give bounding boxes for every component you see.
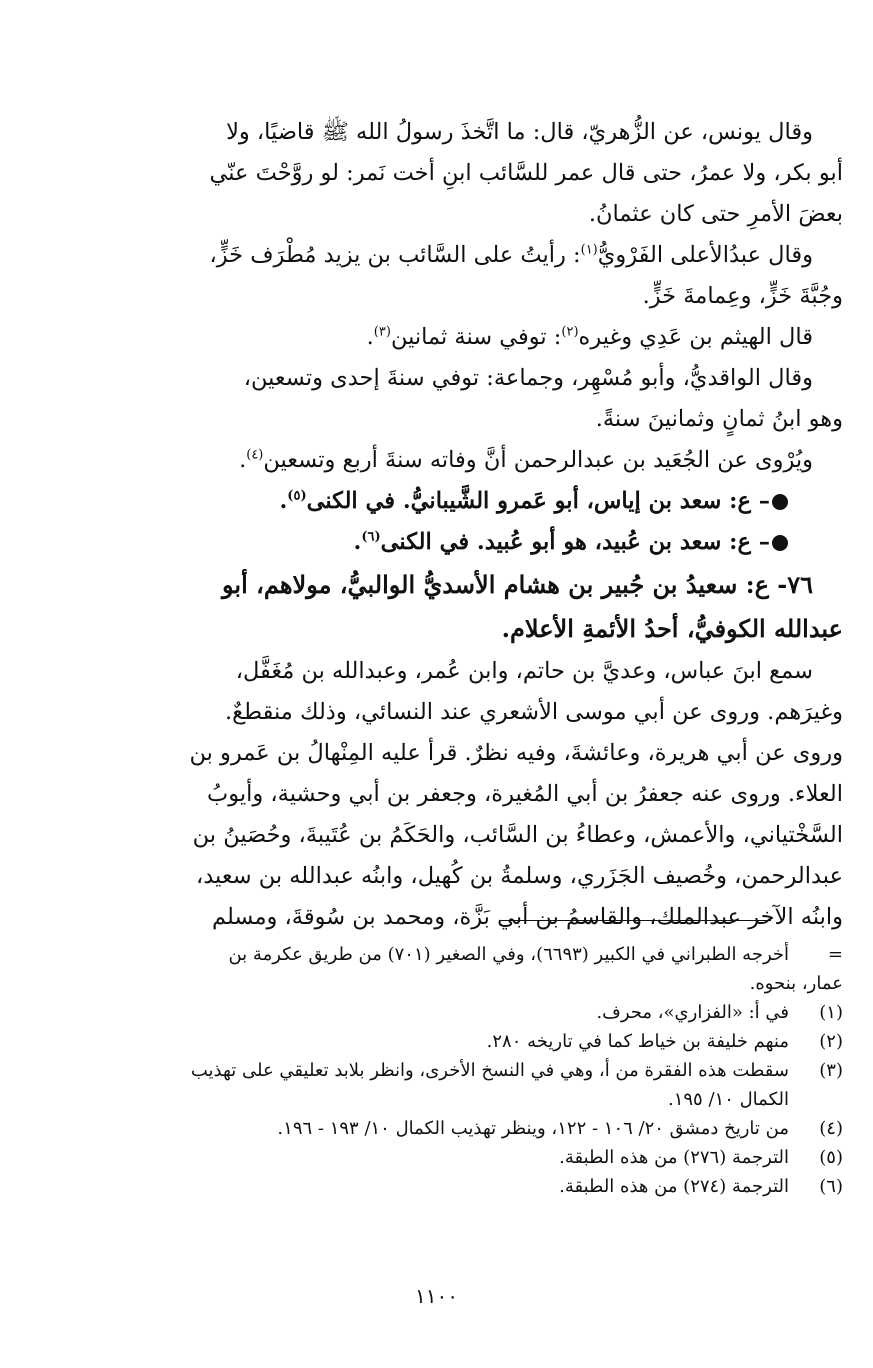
line-text: وقال يونس، عن الزُّهريّ، قال: ما اتَّخذَ رسولُ الله ﷺ قاضيًا، ولا [226,119,813,145]
footnote-separator [501,920,771,921]
line-text: ويُرْوى عن الجُعَيد بن عبدالرحمن أنَّ وفاته سنةَ أربع وتسعين [263,447,813,473]
narrative-lines [20,112,843,481]
cross-reference: – ع: سعد بن عُبيد، هو أبو عُبيد. في الكنى$^{(٦)}$. [20,522,843,563]
footnote-body [30,1143,789,1172]
line-text: وجُبَّةَ خَزٍّ، وعِمامةَ خَزٍّ. [642,283,843,309]
text-line: وابنُه الآخر عبدالملك، والقاسمُ بن أبي بَزَّة، ومحمد بن سُوقةَ، ومسلم [211,904,843,930]
line-text: وقال الواقديُّ، وأبو مُسْهِر، وجماعة: توفي سنةَ إحدى وتسعين، [243,365,813,391]
cross-reference-list [20,481,843,563]
footnote [30,1027,843,1056]
footnote-ref: (٥) [287,488,307,504]
footnote-body [30,1172,789,1201]
text-line: وروى عن أبي هريرة، وعائشةَ، وفيه نظرٌ. قرأ عليه المِنْهالُ بن عَمرو بن [189,740,843,766]
text-line: سمع ابنَ عباس، وعديَّ بن حاتم، وابن عُمر، وعبدالله بن مُغَفَّل، [235,658,813,684]
footnotes [30,940,843,1201]
footnote-body [30,1114,789,1143]
footnote-body [30,1027,789,1056]
bullet-dot-icon [772,494,788,510]
footnote-number: (٤) [819,1118,843,1139]
cross-reference: – ع: سعد بن إياس، أبو عَمرو الشَّيبانيُّ. في الكنى$^{(٥)}$. [20,481,843,522]
footnote-ref: (٤) [246,447,264,463]
footnote-line: عمار، بنحوه. [749,973,843,994]
text-line [20,276,843,317]
footnote-line: في أ: «الفزاري»، محرف. [596,1002,789,1023]
footnote-list [30,998,843,1201]
text-line [20,317,843,358]
text-line [20,153,843,194]
footnote [30,1056,843,1114]
footnote [30,1172,843,1201]
line-text: بعضَ الأمرِ حتى كان عثمانُ. [588,201,843,227]
footnote-body [30,998,789,1027]
footnote-line: منهم خليفة بن خياط كما في تاريخه ٢٨٠. [486,1031,789,1052]
text-line [20,112,843,153]
footnote-ref: (٦) [361,529,381,545]
footnote-number: (٥) [819,1147,843,1168]
text-line [20,399,843,440]
entry-heading-line: عبدالله الكوفيُّ، أحدُ الأئمةِ الأعلام. [501,614,843,643]
line-text: . [239,447,247,473]
text-line: السَّخْتياني، والأعمش، وعطاءُ بن السَّائب، والحَكَمُ بن عُتَيبةَ، وحُصَينُ بن [192,822,843,848]
continuation-text [30,940,843,998]
footnote-number: (٦) [819,1176,843,1197]
footnote-line: الكمال ١٠/ ١٩٥. [667,1089,789,1110]
footnote-number: (٣) [819,1060,843,1081]
line-text: وقال عبدُالأعلى الفَرْويُّ [597,242,813,268]
page-number: ١١٠٠ [415,1284,458,1308]
line-text: قال الهيثم بن عَدِي وغيره [578,324,813,350]
footnote-line: من تاريخ دمشق ٢٠/ ١٠٦ - ١٢٢، وينظر تهذيب الكمال ١٠/ ١٩٣ - ١٩٦. [277,1118,789,1139]
line-text: أبو بكر، ولا عمرُ، حتى قال عمر للسَّائب ابنِ أخت نَمر: لو روَّحْتَ عنّي [209,160,843,186]
footnote [30,1143,843,1172]
entry-text [20,651,843,938]
footnote-line: الترجمة (٢٧٦) من هذه الطبقة. [559,1147,789,1168]
cross-reference-text: ع: سعد بن عُبيد، هو أبو عُبيد. في الكنى [380,529,751,555]
main-text [20,112,843,938]
continuation-mark: = [827,944,843,965]
footnote-ref: (٣) [373,324,391,340]
line-text: وهو ابنُ ثمانٍ وثمانينَ سنةً. [595,406,843,432]
footnote-line: سقطت هذه الفقرة من أ، وهي في النسخ الأخرى، وانظر بلابد تعليقي على تهذيب [190,1060,789,1081]
entry-heading-line: ٧٦- ع: سعيدُ بن جُبير بن هشام الأسديُّ الوالبيُّ، مولاهم، أبو [222,570,813,599]
footnote-body [30,1056,789,1114]
footnote-number: (٢) [819,1031,843,1052]
text-line [20,194,843,235]
footnote [30,998,843,1027]
text-line [20,440,843,481]
line-text: : توفي سنة ثمانين [390,324,562,350]
line-text: . [366,324,374,350]
footnote-line: الترجمة (٢٧٤) من هذه الطبقة. [559,1176,789,1197]
footnote-number: (١) [819,1002,843,1023]
entry-heading [20,563,843,651]
footnote-ref: (١) [580,242,598,258]
footnote-continuation [30,940,843,998]
text-line [20,235,843,276]
line-text: : رأيتُ على السَّائب بن يزيد مُطْرَف خَزٍّ، [209,242,581,268]
text-line: وغيرَهم. وروى عن أبي موسى الأشعري عند النسائي، وذلك منقطعٌ. [225,699,843,725]
footnote [30,1114,843,1143]
bullet-dot-icon [772,535,788,551]
text-line [20,358,843,399]
text-line: عبدالرحمن، وخُصيف الجَزَري، وسلمةُ بن كُهيل، وابنُه عبدالله بن سعيد، [195,863,843,889]
footnote-line: أخرجه الطبراني في الكبير (٦٦٩٣)، وفي الصغير (٧٠١) من طريق عكرمة بن [228,944,789,965]
text-line: العلاء. وروى عنه جعفرُ بن أبي المُغيرة، وجعفر بن أبي وحشية، وأيوبُ [207,781,843,807]
cross-reference-text: ع: سعد بن إياس، أبو عَمرو الشَّيبانيُّ. في الكنى [306,488,751,514]
footnote-ref: (٢) [561,324,579,340]
